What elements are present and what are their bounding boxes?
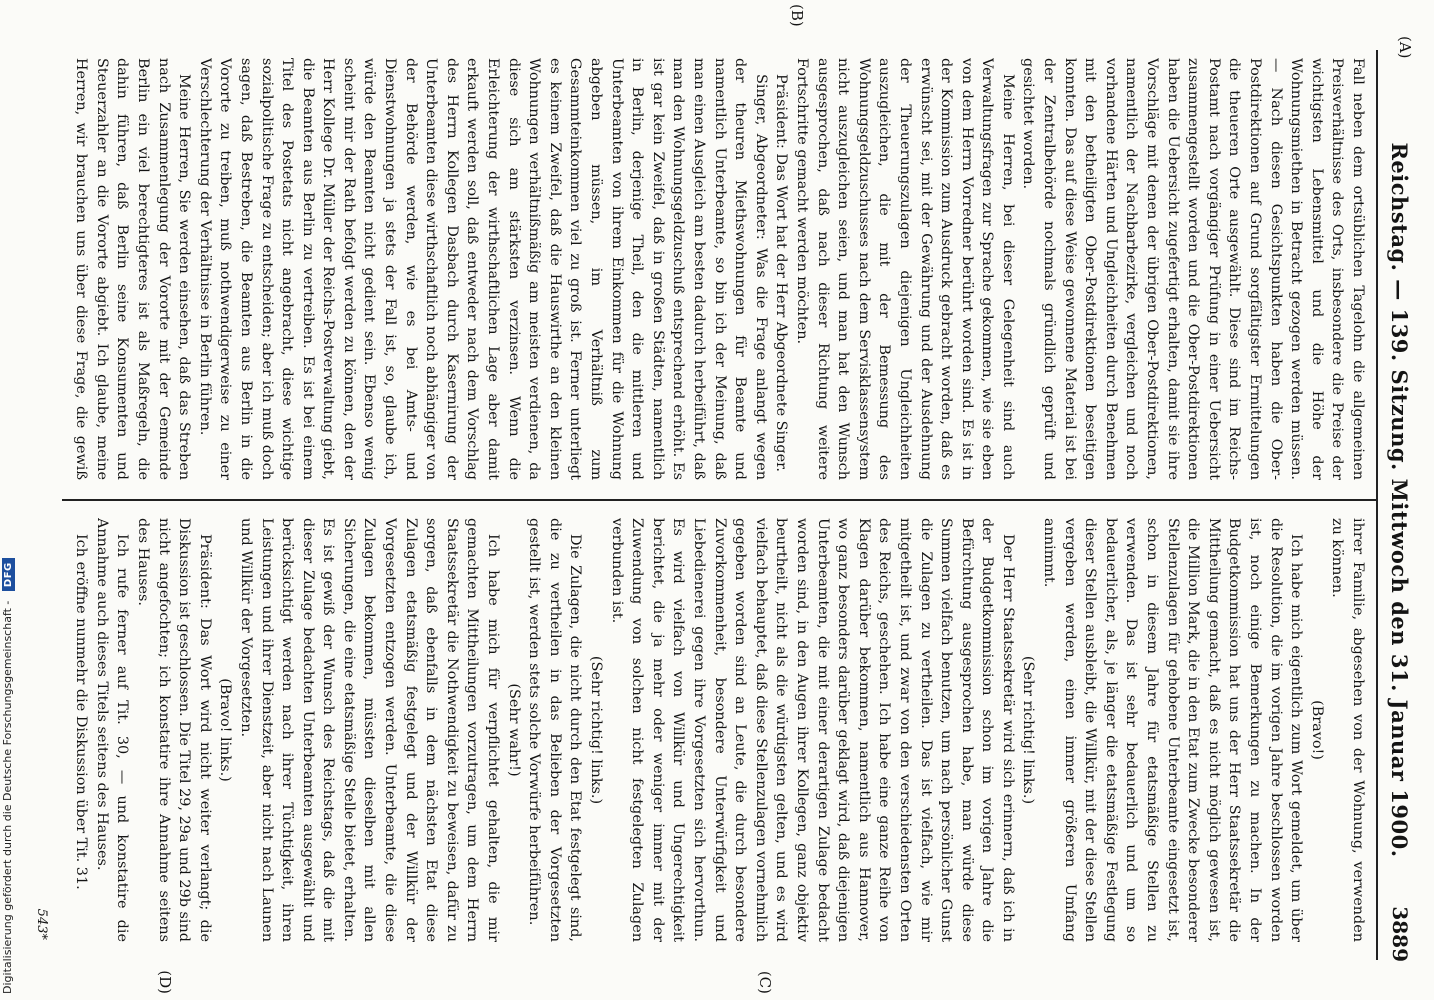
interjection: (Sehr richtig! links.) <box>588 655 605 805</box>
signature-mark: 543* <box>34 908 49 940</box>
digitization-note: Digitalisierung gefördert durch die Deutsche Forschungsgemeinschaft - <box>1 600 14 994</box>
paragraph: Ich habe mich für verpflichtet gehalten, die mir gemachten Mittheilungen vorzutragen, um dem Herrn Staatssekretär die Nothwendigkeit zu beweisen, dafür zu sorgen, daß ebenfalls in dem nächsten Etat diese Zulagen etatsmäßig festgelegt und der Willkür der Vorgesetzten entzogen werden. Unterbeamte, die diese Zulagen bekommen, müssten dieselben mit allen Sicherungen, die eine etatsmäßige Stelle bietet, erhalten. Es ist gewiß der Wunsch des Reichstags, daß die mit dieser Zulage bedachten Unterbeamten ausgewählt und berücksichtigt werden nach ihrer Tüchtigkeit, ihren Leistungen und ihrer Dienstzeit, aber nicht nach Launen und Willkür der Vorgesetzten. <box>237 518 502 942</box>
margin-marker-b: (B) <box>788 4 806 27</box>
paragraph: ihrer Familie, abgesehen von der Wohnung, verwenden zu können. <box>1329 518 1366 942</box>
page-title: Reichstag. — 139. Sitzung. Mittwoch den 31. Januar 1900. <box>1387 142 1412 858</box>
right-text-column <box>70 518 1368 942</box>
digitization-footer <box>1 562 16 994</box>
dfg-logo: DFG <box>2 558 15 591</box>
page-number: 3889 <box>1388 906 1412 962</box>
paragraph: Präsident: Das Wort wird nicht weiter verlangt; die Diskussion ist geschlossen. Die Titel 29, 29a und 29b sind nicht angefochten; ich konstatire ihre Annahme seitens des Hauses. <box>134 518 213 942</box>
paragraph: Ich habe mich eigentlich zum Wort gemeldet, um über die Resolution, die im vorigen Jahre beschlossen worden ist, noch einige Bemerkungen zu machen. In der Budgetkommission hat uns der Herr Staatssekretär die Mittheilung gemacht, daß es nicht möglich gewesen ist, die Million Mark, die in den Etat zum Zwecke besonderer Stellenzulagen für gehobene Unterbeamte eingesetzt ist, schon in diesem Jahre für etatsmäßige Stellen zu verwenden. Das ist sehr bedauerlich und um so bedauerlicher, als, je länger die etatsmäßige Festlegung dieser Stellen ausbleibt, die Willkür, mit der diese Stellen vergeben werden, einen immer größeren Umfang annimmt. <box>1041 518 1305 942</box>
paragraph: Ich eröffne nunmehr die Diskussion über Tit. 31. <box>73 534 90 890</box>
interjection: (Bravo! links.) <box>217 678 234 782</box>
interjection: (Sehr richtig! links.) <box>1020 655 1037 805</box>
paragraph: Die Zulagen, die nicht durch den Etat festgelegt sind, die zu vertheilen in das Belieben der Vorgesetzten gestellt ist, werden stets solche Vorwürfe herbeiführen. <box>526 518 584 942</box>
margin-marker-d: (D) <box>156 970 174 994</box>
interjection: (Sehr wahr!) <box>505 683 522 777</box>
interjection: (Bravo!) <box>1308 700 1325 760</box>
paragraph: Präsident: Das Wort hat der Herr Abgeordnete Singer. <box>773 74 790 472</box>
left-text-column <box>70 58 1368 480</box>
margin-marker-a: (A) <box>1396 36 1414 59</box>
paragraph: Der Herr Staatssekretär wird sich erinnern, daß ich in der Budgetkommission schon im vorigen Jahre die Befürchtung ausgesprochen habe, man würde diese Summen vielfach benutzen, um nach persönlicher Gunst die Zulagen zu vertheilen. Das ist vielfach, wie mir mitgetheilt ist, und zwar von den verschiedensten Orten des Reichs, geschehen. Ich habe eine ganze Reihe von Klagen darüber bekommen, namentlich aus Hannover, wo ganz besonders darüber geklagt wird, daß diejenigen Unterbeamten, die mit einer derartigen Zulage bedacht worden sind, in den Augen ihrer Kollegen, ganz objektiv beurtheilt, nicht als die würdigsten gelten, und es wird vielfach behauptet, daß diese Stellenzulagen vornehmlich gegeben worden sind an Leute, die durch besondere Zuvorkommenheit, besondere Unterwürfigkeit und Liebedienerei gegen ihre Vorgesetzten sich hervorthun. Es wird vielfach von Willkür und Ungerechtigkeit berichtet, die ja mehr oder weniger immer mit der Zuwendung von solchen nicht festgelegten Zulagen verbunden ist. <box>608 518 1016 942</box>
margin-marker-c: (C) <box>756 970 774 994</box>
column-divider <box>62 499 1378 501</box>
paragraph: Singer, Abgeordneter: Was die Frage anlangt wegen der theuren Miethswohnungen für Beamte und namentlich Unterbeamte, so bin ich der Meinung, daß man einen Ausgleich am besten dadurch herbeiführt, daß man den Wohnungsgeldzuschuß entsprechend erhöht. Es ist gar kein Zweifel, daß in großen Städten, namentlich in Berlin, derjenige Theil, den die mittleren und Unterbeamten von ihrem Einkommen für die Wohnung abgeben müssen, im Verhältniß zum Gesammteinkommen viel zu groß ist. Ferner unterliegt es keinem Zweifel, daß die Hauswirthe an den kleinen Wohnungen verhältnißmäßig am meisten verdienen, da diese sich am stärksten verzinsen. Wenn die Erleichterung der wirthschaftlichen Lage aber damit erkauft werden soll, daß entweder nach dem Vorschlag des Herrn Kollegen Dasbach durch Kasernirung der Unterbeamten diese wirthschaftlich noch abhängiger von der Behörde werden, wie es bei Amts- und Dienstwohnungen ja stets der Fall ist, so, glaube ich, würde den Beamten nicht gedient sein. Ebenso wenig scheint mir der Rath befolgt werden zu können, den der Herr Kollege Dr. Müller der Reichs-Postverwaltung giebt, die Beamten aus Berlin zu vertreiben. Es ist bei einem Titel des Postetats nicht angebracht, diese wichtige sozialpolitische Frage zu entscheiden; aber ich muß doch sagen, daß Bestreben, die Beamten aus Berlin in die Vororte zu treiben, muß nothwendigerweise zu einer Verschlechterung der Verhältnisse in Berlin führen. <box>196 58 769 480</box>
header-rule <box>1376 50 1378 960</box>
paragraph: Fall neben dem ortsüblichen Tagelohn die allgemeinen Preisverhältnisse des Orts, insbesondere die Preise der wichtigsten Lebensmittel und die Höhe der Wohnungsmiethen in Betracht gezogen werden müssen. — Nach diesen Gesichtspunkten haben die Ober-Postdirektionen auf Grund sorgfältigster Ermittelungen die theueren Orte ausgewählt. Diese sind im Reichs-Postamt nach vorgängiger Prüfung in einer Uebersicht zusammengestellt worden und die Ober-Postdirektionen haben die Uebersicht zugefertigt erhalten, damit sie ihre Vorschläge mit denen der übrigen Ober-Postdirektionen, namentlich der Nachbarbezirke, vergleichen und noch vorhandene Härten und Ungleichheiten durch Benehmen mit den betheiligten Ober-Postdirektionen beseitigen konnten. Das auf diese Weise gewonnene Material ist bei der Zentralbehörde nochmals gründlich geprüft und gesichtet worden. <box>1020 58 1366 480</box>
paragraph: Meine Herren, bei dieser Gelegenheit sind auch Verwaltungsfragen zur Sprache gekommen, wie sie eben von dem Herrn Vorredner berührt worden sind. Es ist in der Kommission zum Ausdruck gebracht worden, daß es erwünscht sei, mit der Gewährung und der Ausdehnung der Theuerungszulagen diejenigen Ungleichheiten auszugleichen, die mit der Bemessung des Wohnungsgeldzuschusses nach dem Servisklassensystem nicht auszugleichen seien, und man hat den Wunsch ausgesprochen, daß nach dieser Richtung weitere Fortschritte gemacht werden möchten. <box>793 58 1016 480</box>
paragraph: Ich rufe ferner auf Tit. 30, — und konstatire die Annahme auch dieses Titels seitens des Hauses. <box>93 518 131 942</box>
paragraph: Meine Herren, Sie werden einsehen, daß das Streben nach Zusammenlegung der Vororte mit der Gemeinde Berlin ein viel berechtigteres ist als Maßregeln, die dahin führen, daß Berlin seine Konsumenten und Steuerzahler an die Vororte abgiebt. Ich glaube, meine Herren, wir brauchen uns über diese Frage, die gewiß <box>73 58 193 480</box>
